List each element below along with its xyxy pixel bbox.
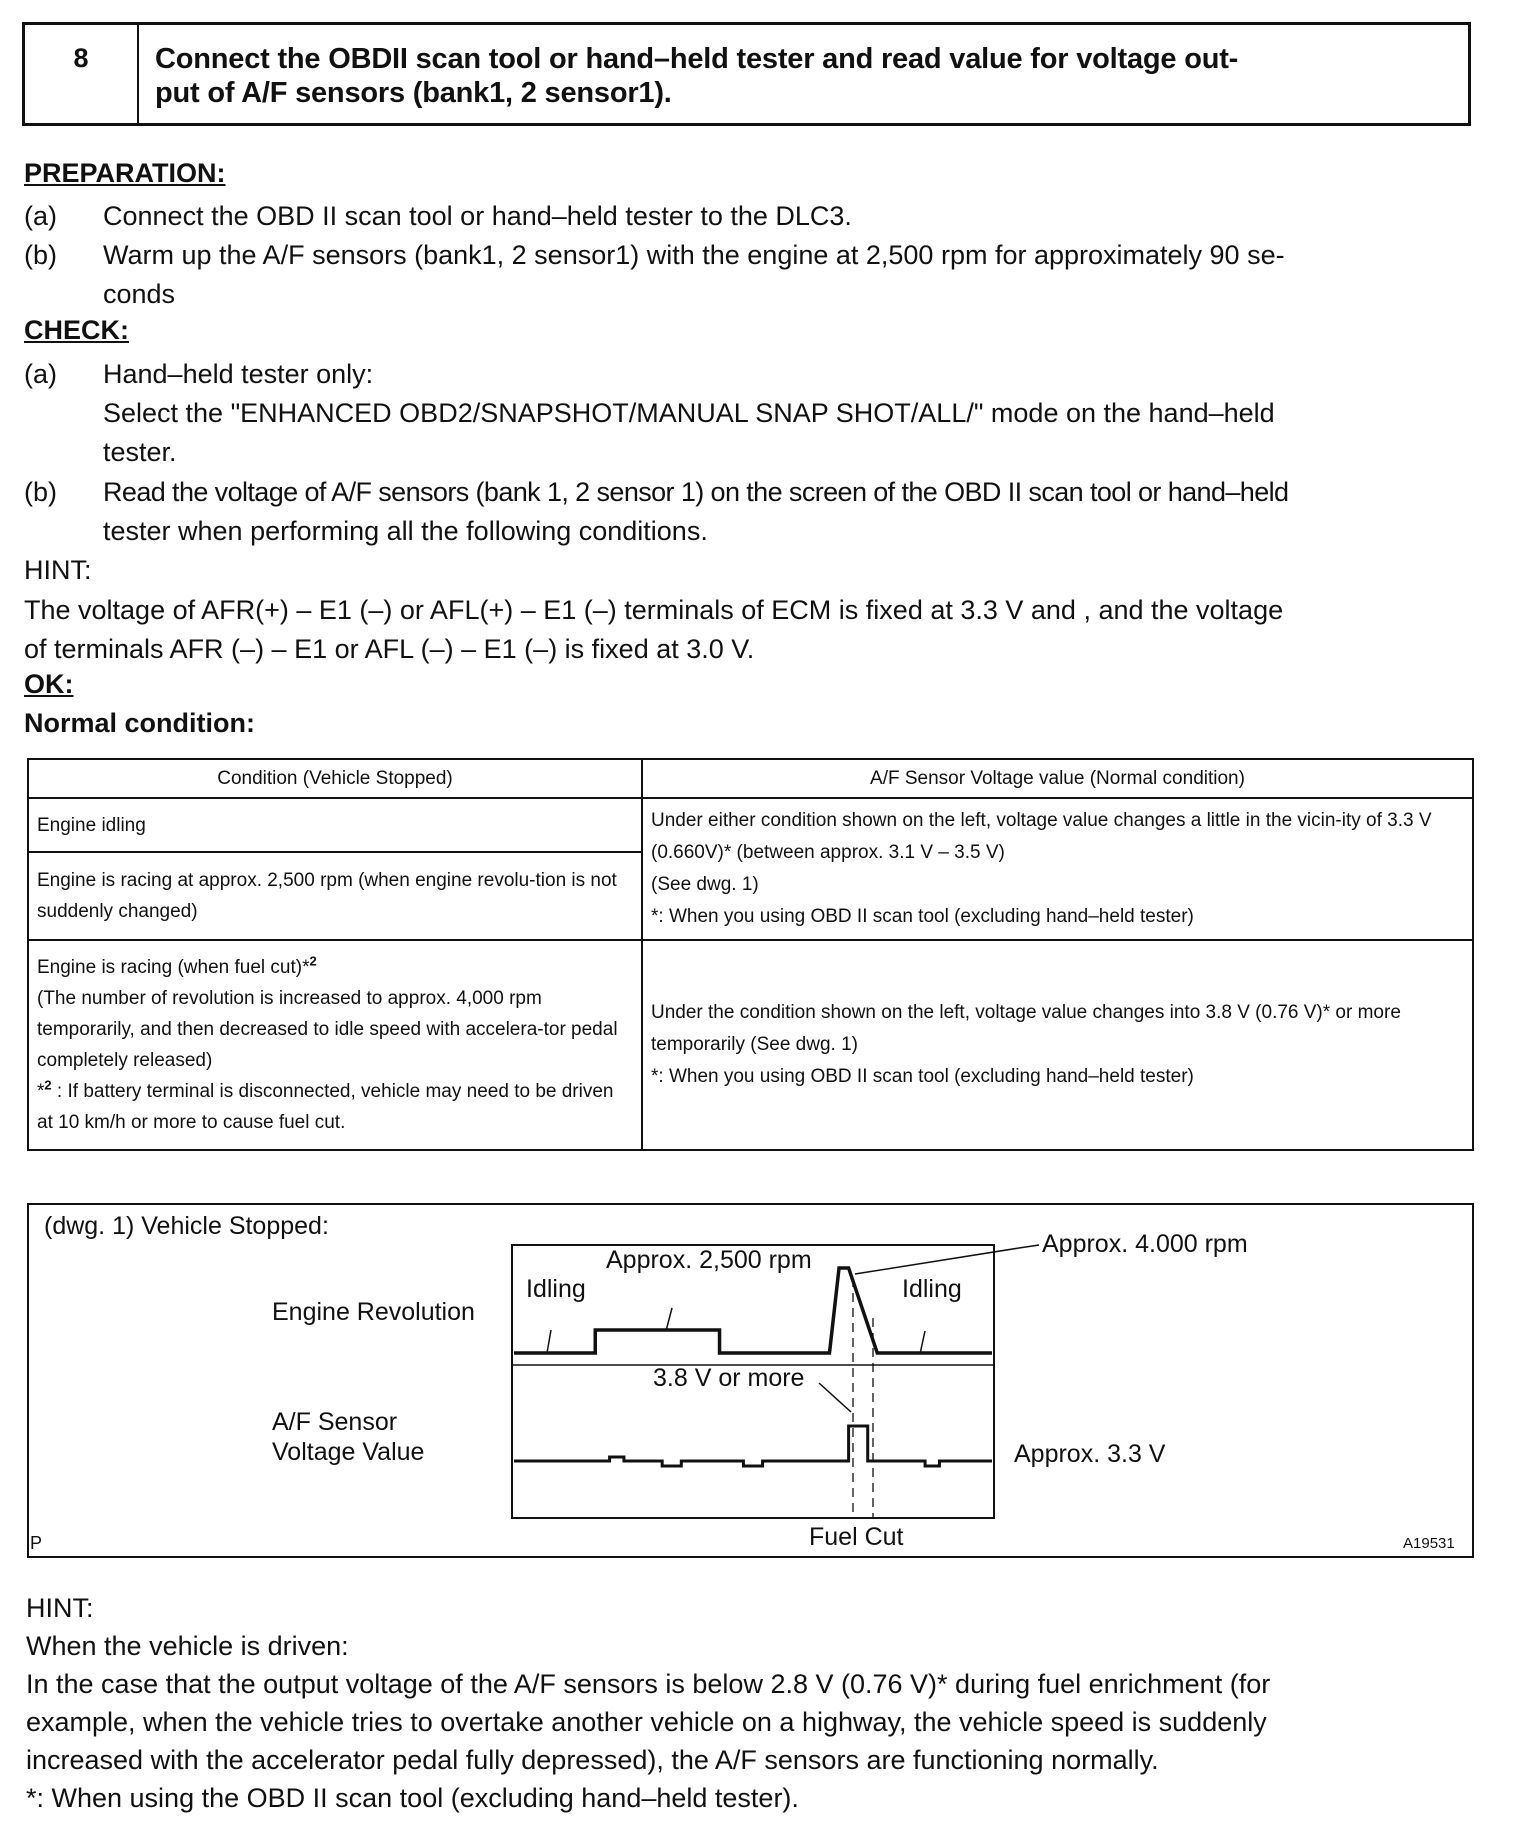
leader-4000-tail [1019,1245,1039,1248]
hint2-line-4: increased with the accelerator pedal fully depressed), the A/F sensors are functioning normally. [26,1745,1159,1775]
hint2-line-1: When the vehicle is driven: [26,1631,349,1661]
condition-fuel-cut-detail: (The number of revolution is increased to approx. 4,000 rpm temporarily, and then decreased to idle speed with accelera-tor pedal completely released) [37,988,618,1071]
check-heading: CHECK: [24,315,129,345]
check-a-label: (a) [24,359,57,389]
preparation-heading: PREPARATION: [24,158,226,188]
hint2-line-2: In the case that the output voltage of the A/F sensors is below 2.8 V (0.76 V)* during fuel enrichment (for [26,1669,1271,1699]
af-voltage-trace [514,1426,992,1466]
voltage-value-text: Under either condition shown on the left, voltage value changes a little in the vicin-ity of 3.3 V (0.660V)* (between approx. 3.1 V – 3.5 V) [651,810,1432,863]
hint1-line-2: of terminals AFR (–) – E1 or AFL (–) – E1 (–) is fixed at 3.0 V. [24,634,755,664]
check-b-label: (b) [24,477,57,507]
check-b-text-1: Read the voltage of A/F sensors (bank 1, 2 sensor 1) on the screen of the OBD II scan tool or hand–held [103,477,1289,507]
hint2-heading: HINT: [26,1593,94,1623]
condition-fuel-cut-footnote: *$^2$ : If battery terminal is disconnected, vehicle may need to be driven at 10 km/h or more to cause fuel cut. [37,1077,614,1133]
condition-engine-idling: Engine idling [28,798,642,852]
check-a-text-2: Select the "ENHANCED OBD2/SNAPSHOT/MANUAL SNAP SHOT/ALL/" mode on the hand–held [103,398,1275,428]
prep-b-label: (b) [24,240,57,270]
prep-a-label: (a) [24,201,57,231]
hint2-line-3: example, when the vehicle tries to overtake another vehicle on a highway, the vehicle speed is suddenly [26,1707,1267,1737]
annotation-idling-right: Idling [902,1275,962,1303]
leader-2500 [666,1308,672,1331]
hint1-heading: HINT: [24,555,92,585]
drawing-box [27,1203,1474,1558]
voltage-value-idle-2500 [642,798,1473,940]
figure-id: A19531 [1403,1535,1455,1552]
condition-racing-2500: Engine is racing at approx. 2,500 rpm (when engine revolu-tion is not suddenly changed) [28,852,642,940]
step-title [155,42,1455,110]
footnote-text: *: When you using OBD II scan tool (excluding hand–held tester) [651,906,1194,927]
annotation-fuel-cut: Fuel Cut [809,1523,904,1551]
condition-table [27,758,1474,1151]
step-header-box [22,22,1471,126]
condition-racing-fuel-cut [28,940,642,1150]
engine-revolution-label: Engine Revolution [272,1298,475,1326]
see-dwg-text: (See dwg. 1) [651,874,759,895]
leader-idling-left [547,1330,551,1353]
table-header-voltage: A/F Sensor Voltage value (Normal condition) [642,759,1473,798]
table-row [28,940,1473,1150]
step-title-line-1: Connect the OBDII scan tool or hand–held tester and read value for voltage out- [155,43,1239,75]
hint2-line-5: *: When using the OBD II scan tool (excluding hand–held tester). [26,1783,799,1813]
leader-38v [819,1383,851,1412]
annotation-2500-rpm: Approx. 2,500 rpm [606,1246,812,1274]
voltage-fuel-cut-text: Under the condition shown on the left, voltage value changes into 3.8 V (0.76 V)* or more temporarily (See dwg. 1) [651,1002,1401,1055]
hint1-line-1: The voltage of AFR(+) – E1 (–) or AFL(+) – E1 (–) terminals of ECM is fixed at 3.3 V and , and the voltage [24,595,1284,625]
af-sensor-label-1: A/F Sensor [272,1408,398,1436]
af-sensor-label-2: Voltage Value [272,1438,425,1466]
drawing-title: (dwg. 1) Vehicle Stopped: [44,1212,329,1240]
check-b-text-2: tester when performing all the following conditions. [103,516,708,546]
annotation-38v: 3.8 V or more [653,1364,805,1392]
voltage-value-fuel-cut [642,940,1473,1150]
step-number: 8 [25,25,139,123]
check-a-text-1: Hand–held tester only: [103,359,374,389]
ok-heading: OK: [24,669,74,699]
annotation-idling-left: Idling [526,1275,586,1303]
table-row [28,798,1473,852]
footnote-text: *: When you using OBD II scan tool (excluding hand–held tester) [651,1066,1194,1087]
table-header-condition: Condition (Vehicle Stopped) [28,759,642,798]
check-a-text-3: tester. [103,437,177,467]
step-title-line-2: put of A/F sensors (bank1, 2 sensor1). [155,77,672,109]
corner-mark: P [30,1533,43,1553]
condition-fuel-cut-main: Engine is racing (when fuel cut)*$^2$ [37,953,317,978]
annotation-4000-rpm: Approx. 4.000 rpm [1042,1230,1248,1258]
normal-condition-heading: Normal condition: [24,708,255,738]
prep-b-text-2: conds [103,279,176,309]
leader-idling-right [920,1331,925,1354]
prep-a-text: Connect the OBD II scan tool or hand–held tester to the DLC3. [103,201,852,231]
prep-b-text-1: Warm up the A/F sensors (bank1, 2 sensor1) with the engine at 2,500 rpm for approximately 90 se- [103,240,1285,270]
annotation-33v: Approx. 3.3 V [1014,1440,1166,1468]
table-header-row [28,759,1473,798]
